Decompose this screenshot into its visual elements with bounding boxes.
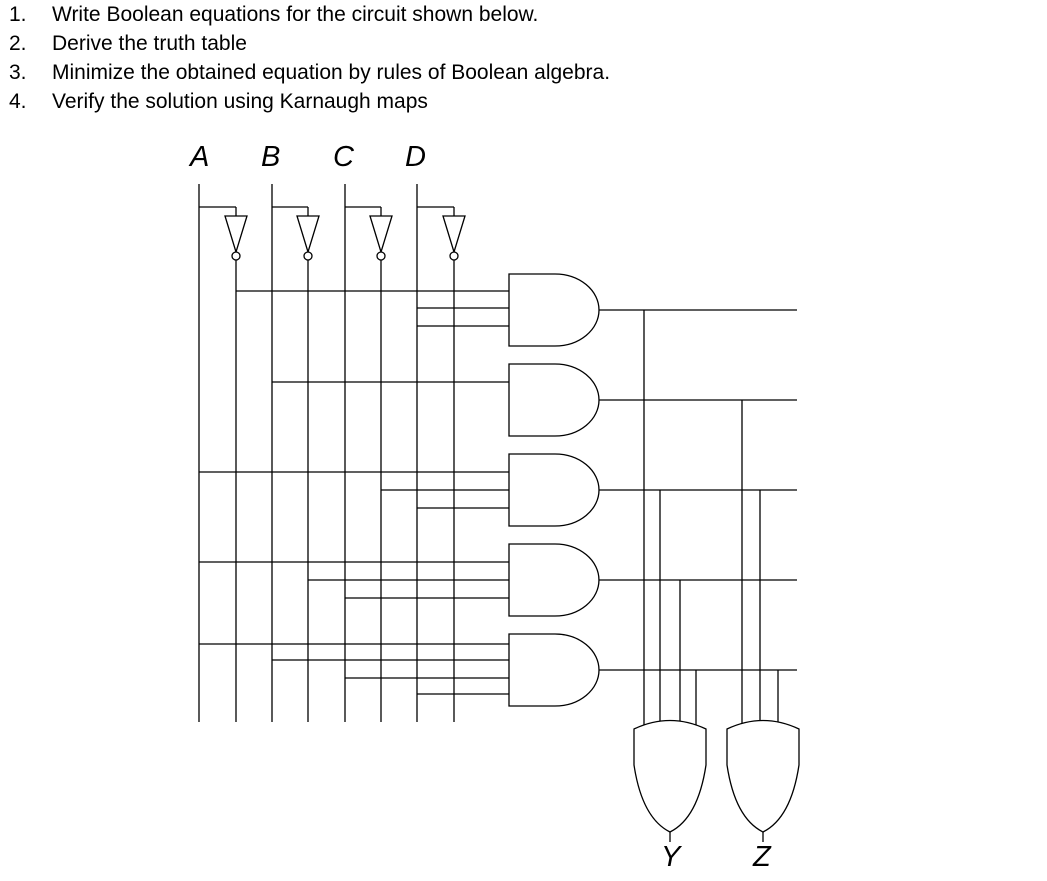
and-gate-3 — [509, 454, 599, 526]
or-gate-feeders — [644, 310, 778, 729]
input-label-c: C — [333, 141, 354, 173]
or-gate-z — [727, 721, 799, 833]
task-text: Derive the truth table — [52, 32, 247, 55]
input-label-b: B — [261, 141, 281, 173]
input-label-d: D — [405, 141, 426, 173]
and-gate-outputs — [599, 310, 797, 670]
inverter-d — [443, 216, 465, 260]
inverter-b — [297, 216, 319, 260]
and-gate-4 — [509, 544, 599, 616]
task-number: 3. — [9, 61, 27, 84]
task-number: 1. — [9, 3, 27, 26]
inverter-a — [225, 216, 247, 260]
inverter-c — [370, 216, 392, 260]
and-gate-inputs — [199, 291, 509, 694]
task-number: 2. — [9, 32, 27, 55]
inverter-taps — [199, 207, 454, 216]
output-label-y: Y — [661, 841, 681, 873]
task-text: Minimize the obtained equation by rules of Boolean algebra. — [52, 61, 611, 84]
task-text: Verify the solution using Karnaugh maps — [52, 90, 428, 113]
and-gate-1 — [509, 274, 599, 346]
and-gate-2 — [509, 364, 599, 436]
task-text: Write Boolean equations for the circuit shown below. — [52, 3, 539, 26]
or-gate-y — [634, 721, 706, 833]
output-label-z: Z — [753, 841, 771, 873]
task-number: 4. — [9, 90, 27, 113]
input-label-a: A — [190, 141, 210, 173]
and-gate-5 — [509, 634, 599, 706]
